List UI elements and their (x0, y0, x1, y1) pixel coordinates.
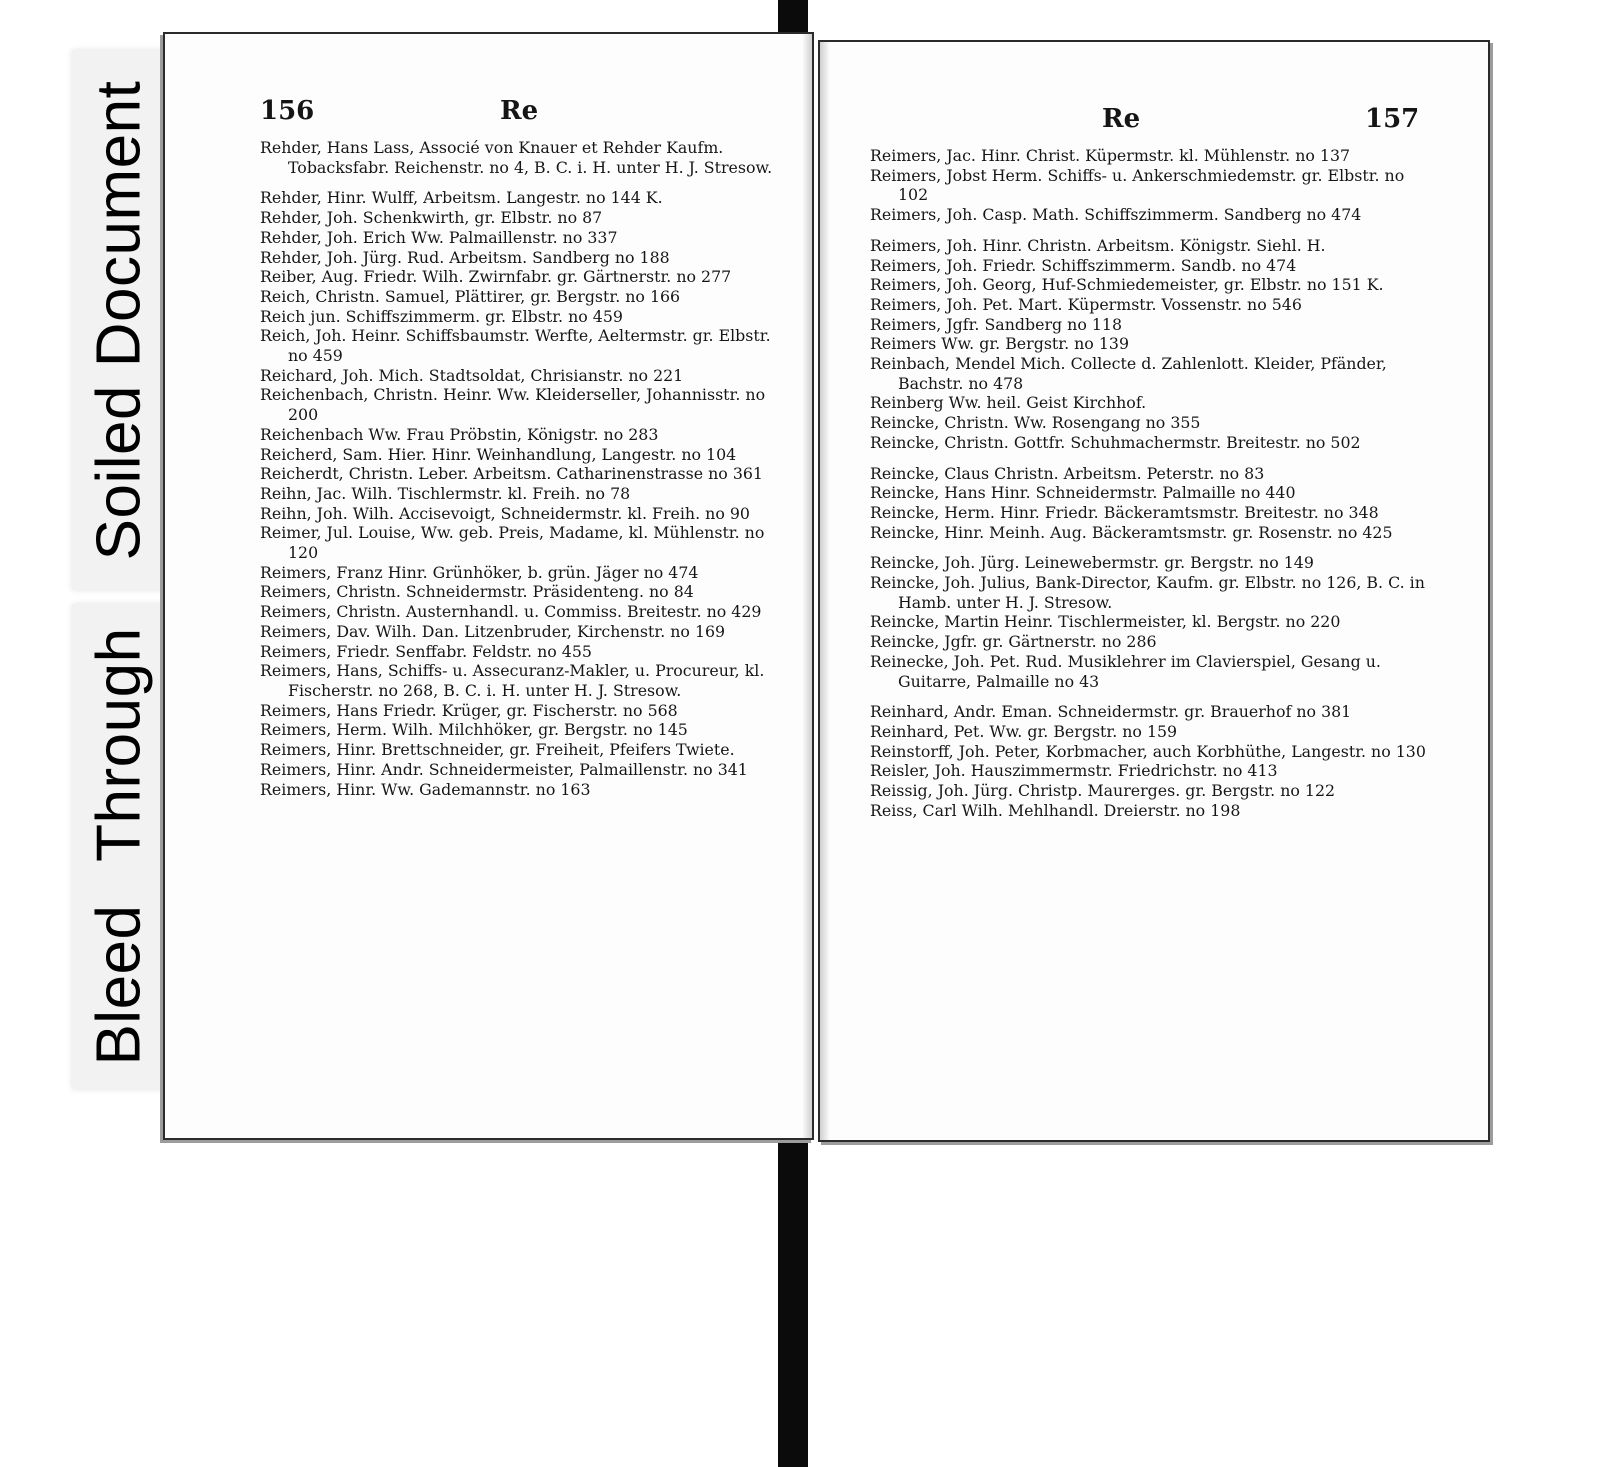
directory-entry: Reimers, Joh. Friedr. Schiffszimmerm. Sandb. no 474 (870, 255, 1297, 275)
directory-entry: Reiss, Carl Wilh. Mehlhandl. Dreierstr. no 198 (870, 800, 1241, 820)
directory-entry: Reimers, Joh. Hinr. Christn. Arbeitsm. Königstr. Siehl. H. (870, 235, 1326, 255)
directory-entry: Rehder, Joh. Erich Ww. Palmaillenstr. no 337 (260, 227, 618, 247)
directory-entry: Reimers, Hinr. Brettschneider, gr. Freiheit, Pfeifers Twiete. (260, 740, 735, 760)
directory-entry: Reissig, Joh. Jürg. Christp. Maurerges. gr. Bergstr. no 122 (870, 781, 1336, 801)
directory-entry: Reincke, Christn. Gottfr. Schuhmachermstr. Breitestr. no 502 (870, 432, 1361, 452)
directory-entry: Reimers, Dav. Wilh. Dan. Litzenbruder, Kirchenstr. no 169 (260, 621, 726, 641)
directory-entry: Reimers Ww. gr. Bergstr. no 139 (870, 334, 1129, 354)
directory-entry: Rehder, Hans Lass, Associé von Knauer et Rehder Kaufm. Tobacksfabr. Reichenstr. no 4, B. C. i. H. unter H. J. Stresow. (260, 138, 773, 177)
directory-entry: Reimers, Joh. Casp. Math. Schiffszimmerm. Sandberg no 474 (870, 205, 1362, 225)
directory-entries (260, 138, 780, 799)
left-page (163, 32, 814, 1140)
section-heading: Re (1102, 104, 1141, 134)
directory-entry: Reinstorff, Joh. Peter, Korbmacher, auch Korbhüthe, Langestr. no 130 (870, 741, 1426, 761)
directory-entry: Reichenbach Ww. Frau Pröbstin, Königstr. no 283 (260, 424, 659, 444)
directory-entry: Reinecke, Joh. Pet. Rud. Musiklehrer im Clavierspiel, Gesang u. Guitarre, Palmaille no 43 (870, 651, 1381, 691)
directory-entry: Reimers, Hinr. Andr. Schneidermeister, Palmaillenstr. no 341 (260, 759, 748, 779)
directory-entry: Reincke, Joh. Julius, Bank-Director, Kaufm. gr. Elbstr. no 126, B. C. in Hamb. unter H. J. Stresow. (870, 573, 1425, 612)
directory-entry: Reich, Joh. Heinr. Schiffsbaumstr. Werfte, Aeltermstr. gr. Elbstr. no 459 (260, 326, 771, 366)
directory-entry: Reiber, Aug. Friedr. Wilh. Zwirnfabr. gr. Gärtnerstr. no 277 (260, 267, 732, 287)
directory-entry: Reimers, Hinr. Ww. Gademannstr. no 163 (260, 779, 591, 799)
directory-entry: Reimers, Hans Friedr. Krüger, gr. Fischerstr. no 568 (260, 700, 678, 720)
gutter-shadow (820, 42, 830, 1140)
directory-entry: Reich, Christn. Samuel, Plättirer, gr. Bergstr. no 166 (260, 286, 681, 306)
directory-entry: Rehder, Hinr. Wulff, Arbeitsm. Langestr. no 144 K. (260, 188, 663, 208)
directory-entry: Reincke, Martin Heinr. Tischlermeister, kl. Bergstr. no 220 (870, 612, 1341, 632)
page-number: 157 (1365, 104, 1420, 134)
directory-entry: Reincke, Claus Christn. Arbeitsm. Peterstr. no 83 (870, 463, 1265, 483)
bleed-through-tab (72, 604, 166, 1089)
gutter-shadow (802, 34, 812, 1138)
directory-entry: Reimers, Jac. Hinr. Christ. Küpermstr. kl. Mühlenstr. no 137 (870, 146, 1351, 165)
directory-entry: Reisler, Joh. Hauszimmermstr. Friedrichstr. no 413 (870, 761, 1278, 781)
bleed-through-label: Bleed Through (84, 627, 154, 1066)
directory-entry: Reinbach, Mendel Mich. Collecte d. Zahlenlott. Kleider, Pfänder, Bachstr. no 478 (870, 354, 1387, 393)
directory-entry: Reincke, Christn. Ww. Rosengang no 355 (870, 413, 1201, 433)
directory-entries (870, 146, 1432, 821)
page-header (165, 96, 812, 136)
directory-entry: Reincke, Herm. Hinr. Friedr. Bäckeramtsmstr. Breitestr. no 348 (870, 502, 1379, 522)
directory-entry: Reinhard, Pet. Ww. gr. Bergstr. no 159 (870, 721, 1178, 741)
directory-entry: Reimers, Friedr. Senffabr. Feldstr. no 455 (260, 641, 592, 661)
spine-strip-bottom (778, 1135, 808, 1467)
directory-entry: Reicherd, Sam. Hier. Hinr. Weinhandlung, Langestr. no 104 (260, 444, 737, 464)
directory-entry: Reimers, Christn. Austernhandl. u. Commiss. Breitestr. no 429 (260, 602, 762, 622)
directory-entry: Reincke, Jgfr. gr. Gärtnerstr. no 286 (870, 632, 1157, 652)
directory-entry: Reincke, Hans Hinr. Schneidermstr. Palmaille no 440 (870, 483, 1296, 503)
directory-entry: Reimers, Christn. Schneidermstr. Präsidenteng. no 84 (260, 582, 694, 602)
directory-entry: Reichard, Joh. Mich. Stadtsoldat, Chrisianstr. no 221 (260, 365, 684, 385)
directory-entry: Reimers, Herm. Wilh. Milchhöker, gr. Bergstr. no 145 (260, 720, 688, 740)
directory-entry: Rehder, Joh. Jürg. Rud. Arbeitsm. Sandberg no 188 (260, 247, 670, 267)
directory-entry: Reinberg Ww. heil. Geist Kirchhof. (870, 393, 1147, 413)
directory-entry: Reimers, Hans, Schiffs- u. Assecuranz-Makler, u. Procureur, kl. Fischerstr. no 268, B. C. i. H. unter H. J. Stresow. (260, 661, 765, 700)
right-page (818, 40, 1490, 1142)
directory-entry: Reimer, Jul. Louise, Ww. geb. Preis, Madame, kl. Mühlenstr. no 120 (260, 523, 765, 563)
directory-entry: Reincke, Hinr. Meinh. Aug. Bäckeramtsmstr. gr. Rosenstr. no 425 (870, 522, 1393, 542)
directory-entry: Reimers, Franz Hinr. Grünhöker, b. grün. Jäger no 474 (260, 562, 699, 582)
directory-entry: Reimers, Joh. Georg, Huf-Schmiedemeister, gr. Elbstr. no 151 K. (870, 275, 1384, 295)
directory-entry: Reicherdt, Christn. Leber. Arbeitsm. Catharinenstrasse no 361 (260, 464, 763, 484)
page-header (820, 104, 1488, 144)
directory-entry: Reichenbach, Christn. Heinr. Ww. Kleiderseller, Johannisstr. no 200 (260, 385, 766, 425)
directory-entry: Reihn, Jac. Wilh. Tischlermstr. kl. Freih. no 78 (260, 483, 631, 503)
section-heading: Re (500, 96, 539, 126)
directory-entry: Reimers, Jobst Herm. Schiffs- u. Ankerschmiedemstr. gr. Elbstr. no 102 (870, 165, 1405, 205)
directory-entry: Reimers, Jgfr. Sandberg no 118 (870, 314, 1123, 334)
directory-entry: Reihn, Joh. Wilh. Accisevoigt, Schneidermstr. kl. Freih. no 90 (260, 503, 750, 523)
directory-entry: Reinhard, Andr. Eman. Schneidermstr. gr. Brauerhof no 381 (870, 702, 1352, 722)
directory-entry: Rehder, Joh. Schenkwirth, gr. Elbstr. no 87 (260, 208, 603, 228)
directory-entry: Reincke, Joh. Jürg. Leinewebermstr. gr. Bergstr. no 149 (870, 553, 1314, 573)
soiled-document-label: Soiled Document (84, 80, 154, 560)
directory-entry: Reich jun. Schiffszimmerm. gr. Elbstr. no 459 (260, 306, 623, 326)
soiled-document-tab (72, 50, 166, 590)
page-number: 156 (260, 96, 315, 126)
directory-entry: Reimers, Joh. Pet. Mart. Küpermstr. Vossenstr. no 546 (870, 294, 1302, 314)
